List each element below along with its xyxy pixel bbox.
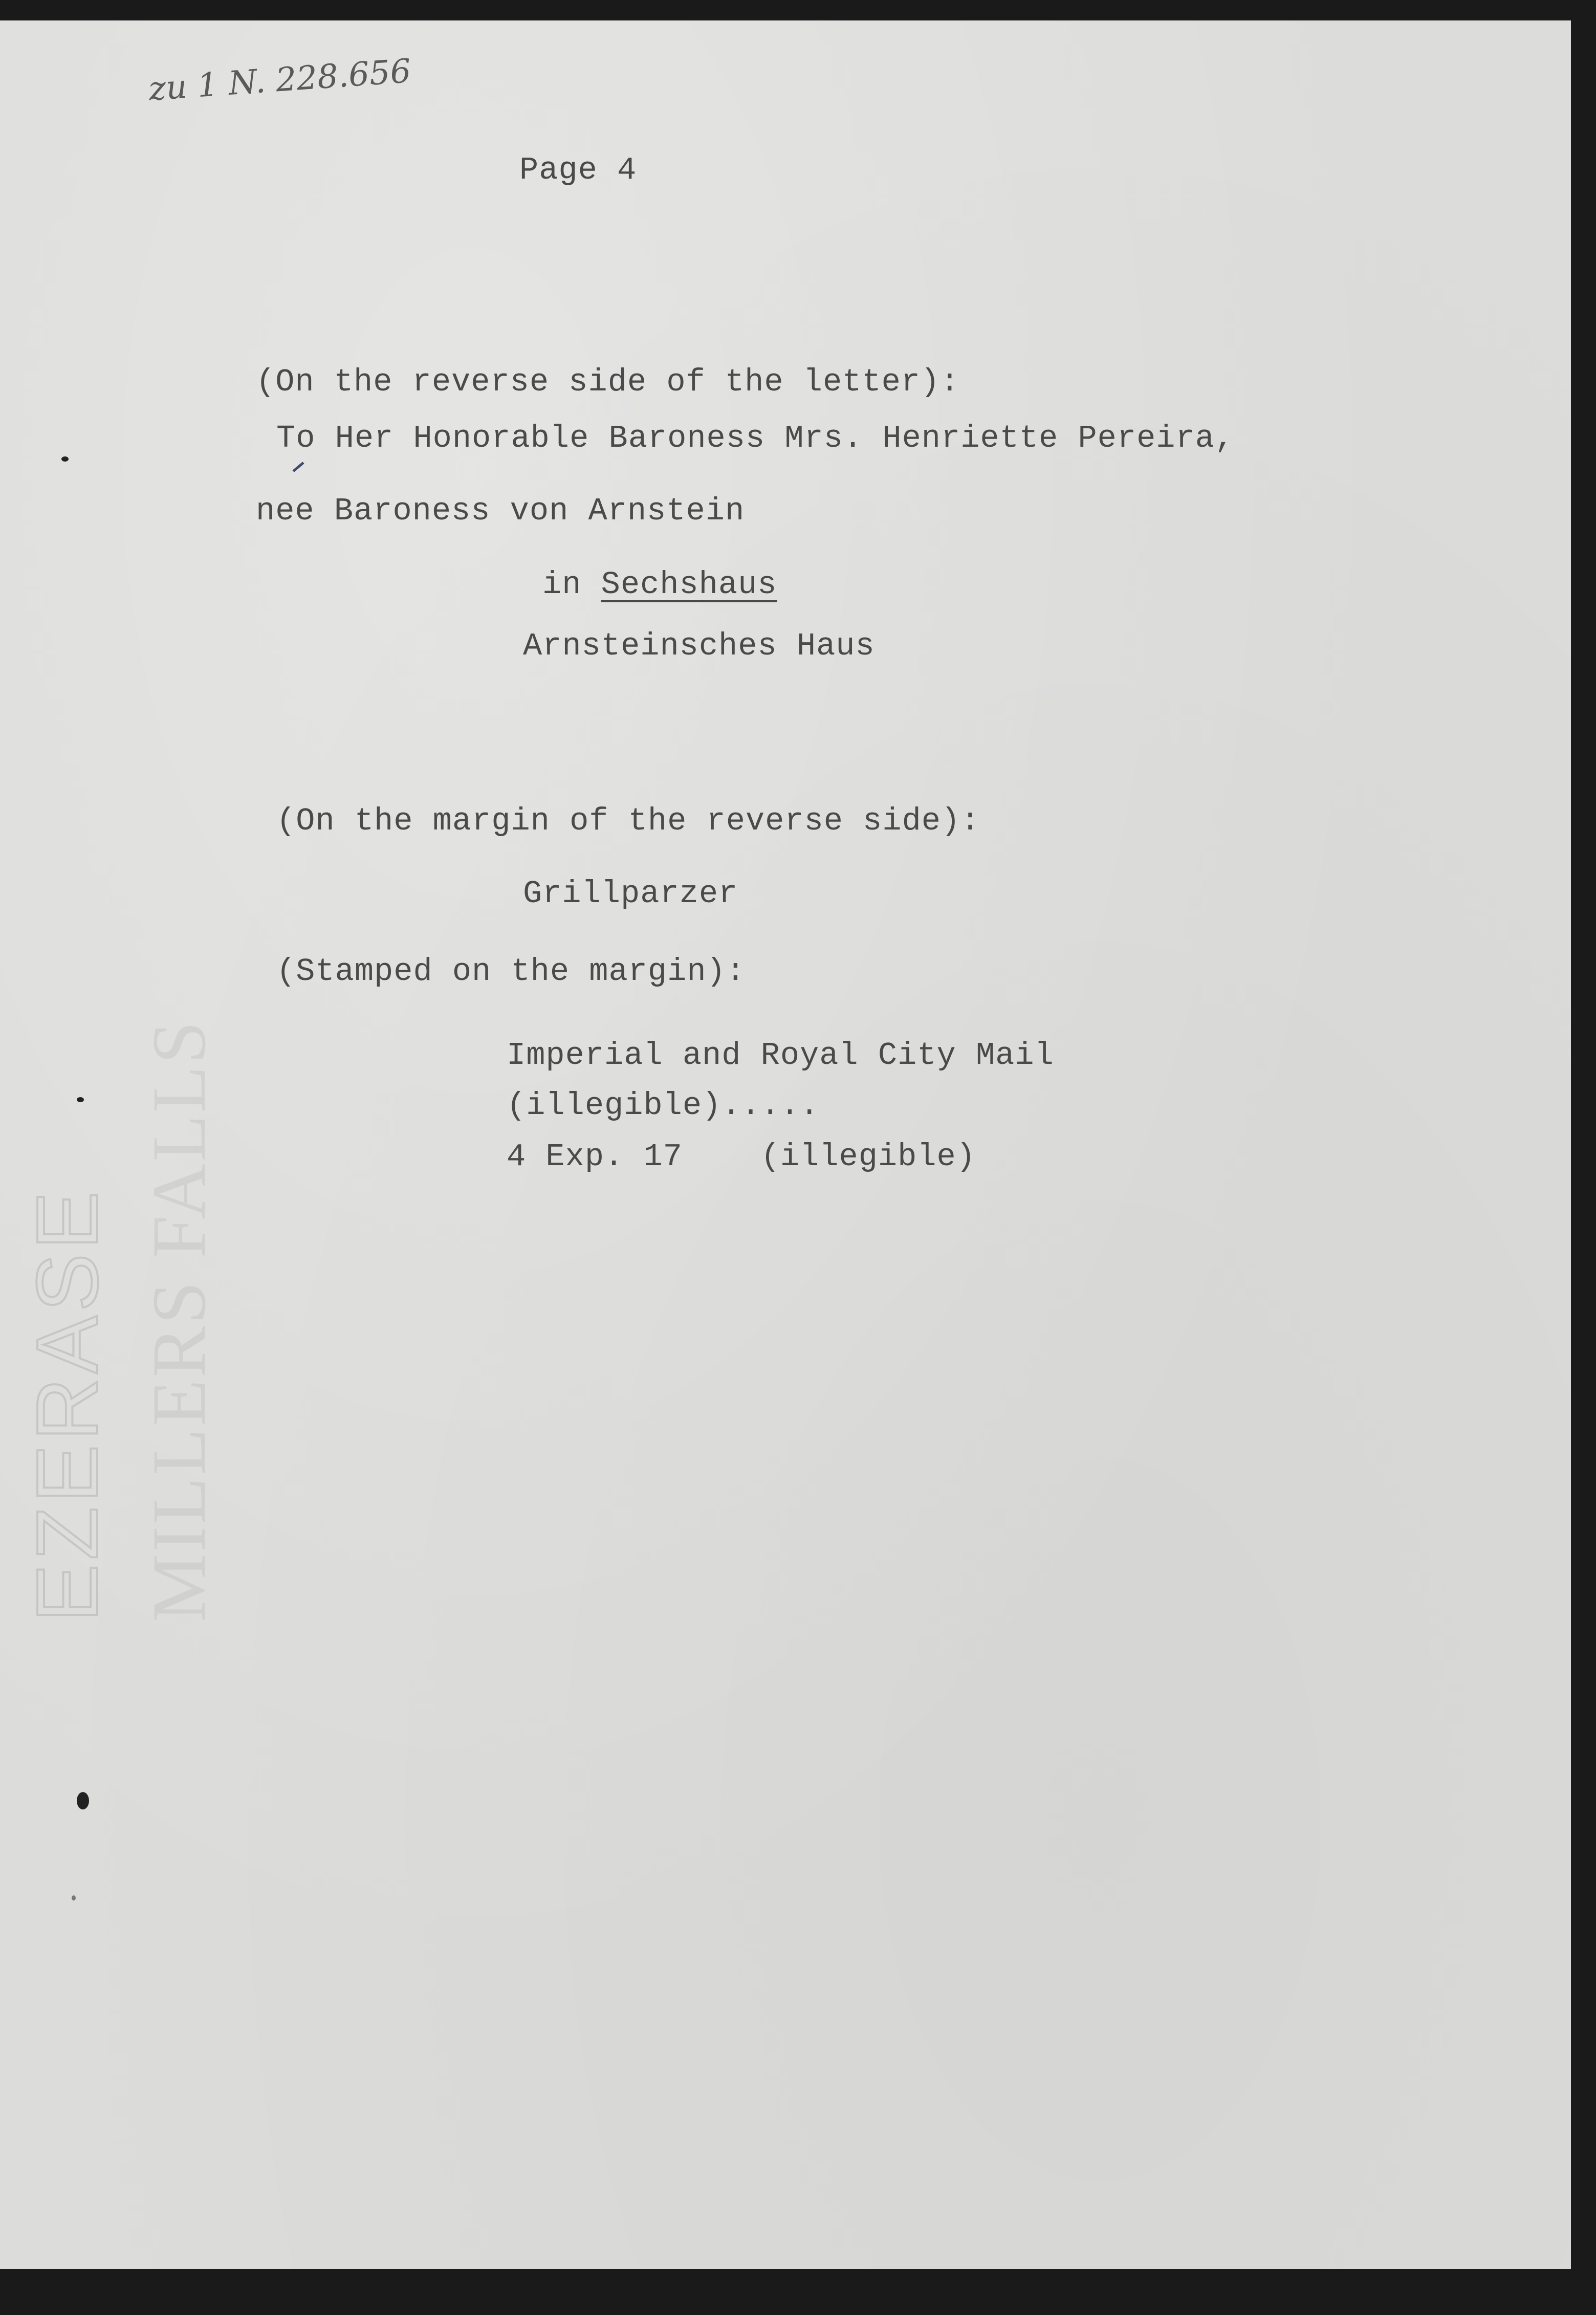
document-page [0,20,1571,2269]
margin-heading: (On the margin of the reverse side): [276,803,980,839]
stamp-line-1: Imperial and Royal City Mail [507,1037,1054,1074]
address-place: Sechshaus [601,566,777,603]
stamp-line-2: (illegible)..... [507,1087,820,1124]
address-line-3 [542,566,777,603]
reverse-side-heading: (On the reverse side of the letter): [256,364,960,400]
hole-punch-mark [72,1895,76,1901]
hole-punch-mark [77,1097,84,1102]
signature-name: Grillparzer [523,876,738,912]
handwritten-annotation: zu 1 N. 228.656 [147,52,412,108]
address-line-2: nee Baroness von Arnstein [256,493,745,529]
address-line-4: Arnsteinsches Haus [523,628,875,664]
address-prefix: in [542,566,601,603]
page-label: Page 4 [519,152,637,188]
watermark-col-1: EZERASE [19,1187,116,1622]
paper-watermark [19,977,271,1622]
hole-punch-mark [77,1792,89,1809]
hole-punch-mark [61,456,69,462]
accent-mark [292,462,304,472]
watermark-col-2: MILLERS FALLS [137,1019,222,1622]
address-line-1: To Her Honorable Baroness Mrs. Henriette Pereira, [276,420,1235,456]
stamped-heading: (Stamped on the margin): [276,953,746,990]
stamp-line-3: 4 Exp. 17 (illegible) [507,1139,976,1175]
